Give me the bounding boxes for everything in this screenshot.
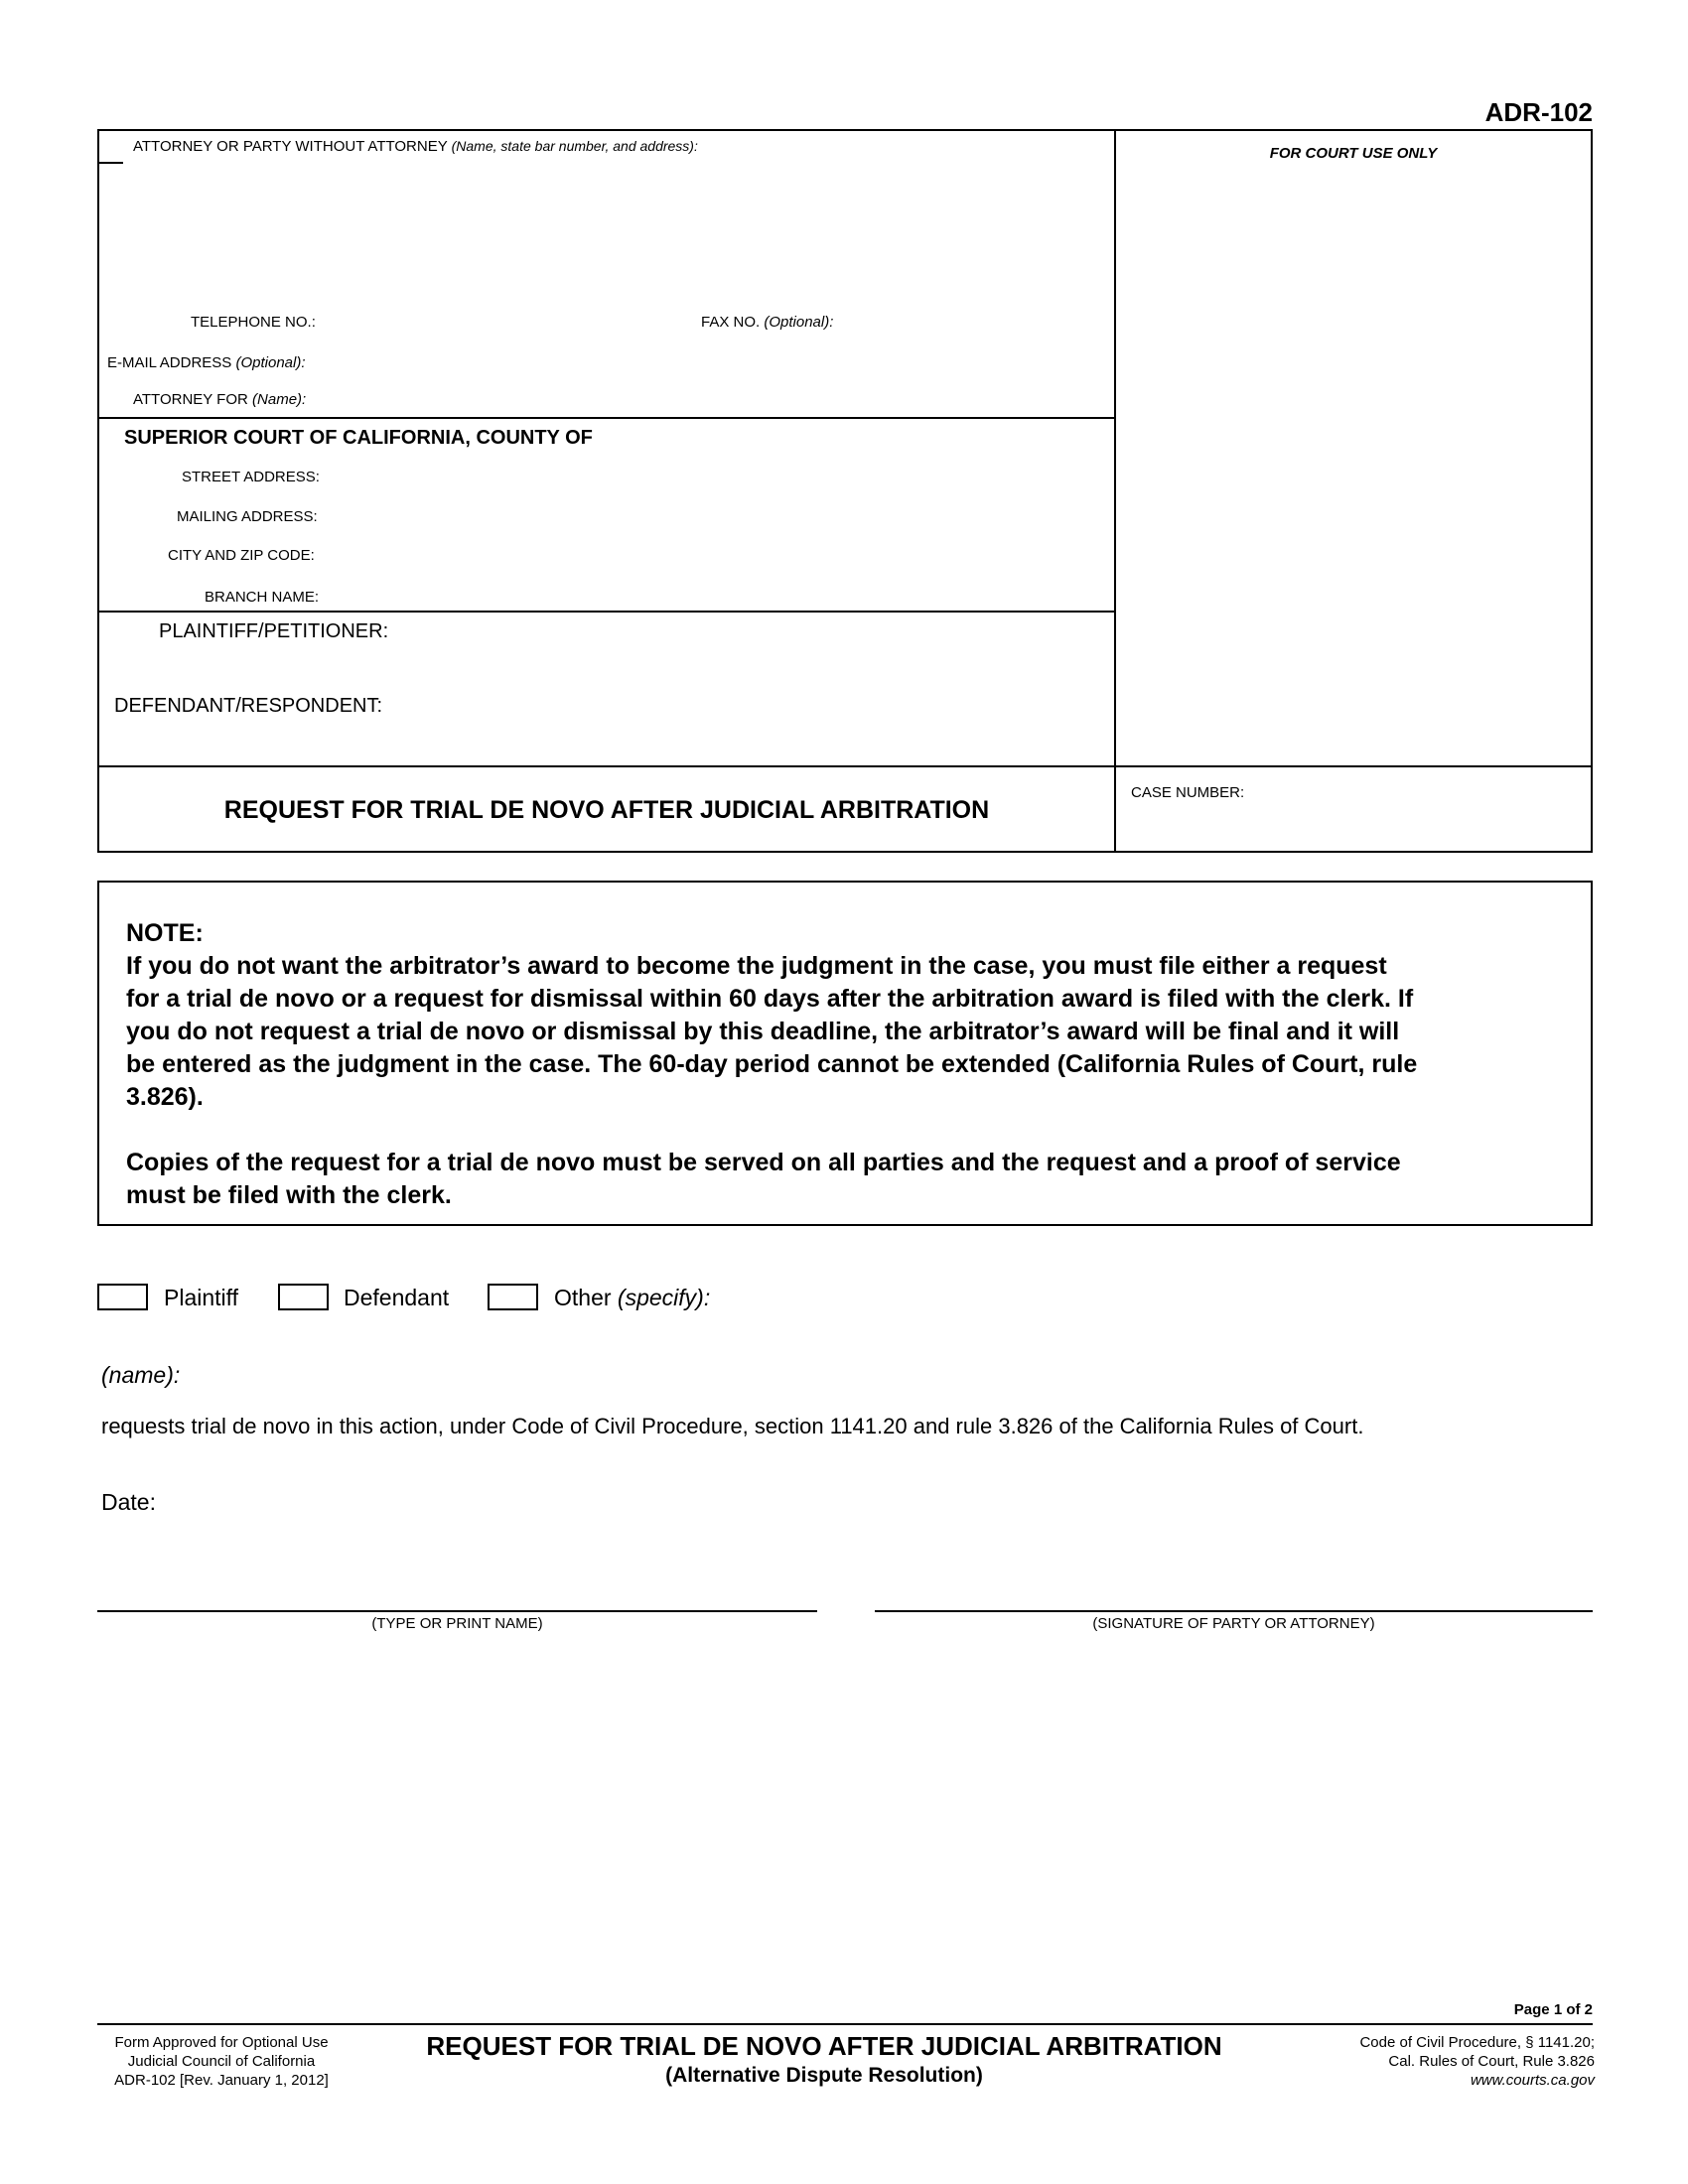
footer-title: REQUEST FOR TRIAL DE NOVO AFTER JUDICIAL ARBITRATION: [426, 2031, 1222, 2061]
note-line: for a trial de novo or a request for dismissal within 60 days after the arbitration award is filed with the clerk. If: [126, 985, 1414, 1013]
attorney-for-label: [133, 391, 306, 408]
form-title: REQUEST FOR TRIAL DE NOVO AFTER JUDICIAL ARBITRATION: [223, 796, 990, 824]
court-section-bottom: [97, 611, 1116, 613]
attorney-for-note: (Name):: [252, 391, 307, 408]
defendant-respondent-label: DEFENDANT/RESPONDENT:: [114, 695, 383, 717]
footer-center: [367, 2031, 1281, 2088]
footer-left: [97, 2033, 346, 2090]
parties-section-bottom: [97, 765, 1593, 767]
fax-label-text: FAX NO.: [701, 314, 761, 331]
corner-tab: [97, 162, 123, 164]
caption-divider: [1114, 129, 1116, 853]
court-title: SUPERIOR COURT OF CALIFORNIA, COUNTY OF: [124, 427, 593, 449]
footer-subtitle: (Alternative Dispute Resolution): [665, 2064, 983, 2087]
footer-website[interactable]: www.courts.ca.gov: [1470, 2072, 1595, 2089]
attorney-for-label-text: ATTORNEY FOR: [133, 391, 248, 408]
fax-label-note: (Optional):: [764, 314, 834, 331]
footer-right: [1359, 2033, 1595, 2090]
note-line: be entered as the judgment in the case. The 60-day period cannot be extended (California Rules of Court, rule: [126, 1050, 1418, 1078]
note-line: must be filed with the clerk.: [126, 1181, 452, 1209]
other-label-text: Other: [554, 1285, 612, 1310]
case-number-label: CASE NUMBER:: [1131, 784, 1245, 801]
attorney-section-bottom: [97, 417, 1116, 419]
attorney-label-text: ATTORNEY OR PARTY WITHOUT ATTORNEY: [133, 138, 448, 155]
note-heading: NOTE:: [126, 919, 204, 947]
attorney-label: [133, 138, 698, 155]
signature-caption: (SIGNATURE OF PARTY OR ATTORNEY): [1092, 1615, 1375, 1632]
telephone-label: TELEPHONE NO.:: [191, 314, 316, 331]
footer-right-line: Cal. Rules of Court, Rule 3.826: [1388, 2053, 1595, 2070]
defendant-checkbox[interactable]: [278, 1284, 329, 1310]
note-line: you do not request a trial de novo or dismissal by this deadline, the arbitrator’s award will be final and it will: [126, 1018, 1400, 1045]
form-id: ADR-102: [1484, 97, 1593, 127]
city-zip-label: CITY AND ZIP CODE:: [168, 547, 315, 564]
signature-line: [875, 1610, 1593, 1612]
plaintiff-petitioner-label: PLAINTIFF/PETITIONER:: [159, 620, 389, 642]
note-text: [126, 917, 1417, 1212]
footer-right-line: Code of Civil Procedure, § 1141.20;: [1359, 2034, 1595, 2051]
email-label: [107, 354, 306, 371]
footer-left-line: Form Approved for Optional Use: [114, 2034, 329, 2051]
footer-left-line: ADR-102 [Rev. January 1, 2012]: [114, 2072, 329, 2089]
court-use-only-label: FOR COURT USE ONLY: [1269, 145, 1438, 162]
note-line: If you do not want the arbitrator’s award to become the judgment in the case, you must file either a request: [126, 952, 1387, 980]
type-name-caption: (TYPE OR PRINT NAME): [371, 1615, 543, 1632]
date-label: Date:: [101, 1489, 156, 1515]
mailing-address-label: MAILING ADDRESS:: [177, 508, 318, 525]
caption-box: [97, 129, 1593, 853]
defendant-checkbox-label: Defendant: [344, 1285, 450, 1310]
type-name-line: [97, 1610, 817, 1612]
name-label: (name):: [101, 1362, 181, 1388]
footer-rule: [97, 2023, 1593, 2025]
note-line: Copies of the request for a trial de novo must be served on all parties and the request and a proof of service: [126, 1149, 1401, 1176]
plaintiff-checkbox-label: Plaintiff: [164, 1285, 239, 1310]
note-line: 3.826).: [126, 1083, 204, 1111]
branch-name-label: BRANCH NAME:: [205, 589, 320, 606]
other-specify-note: (specify):: [617, 1285, 711, 1310]
footer-left-line: Judicial Council of California: [127, 2053, 316, 2070]
other-checkbox-label: [554, 1285, 710, 1311]
plaintiff-checkbox[interactable]: [97, 1284, 148, 1310]
page-number: Page 1 of 2: [1513, 2001, 1593, 2018]
fax-label: [701, 314, 833, 331]
email-label-note: (Optional):: [235, 354, 306, 371]
other-checkbox[interactable]: [488, 1284, 538, 1310]
attorney-label-note: (Name, state bar number, and address):: [451, 138, 698, 154]
email-label-text: E-MAIL ADDRESS: [107, 354, 232, 371]
request-statement: requests trial de novo in this action, under Code of Civil Procedure, section 1141.20 and rule 3.826 of the California Rules of Court.: [101, 1414, 1364, 1438]
street-address-label: STREET ADDRESS:: [182, 469, 320, 485]
